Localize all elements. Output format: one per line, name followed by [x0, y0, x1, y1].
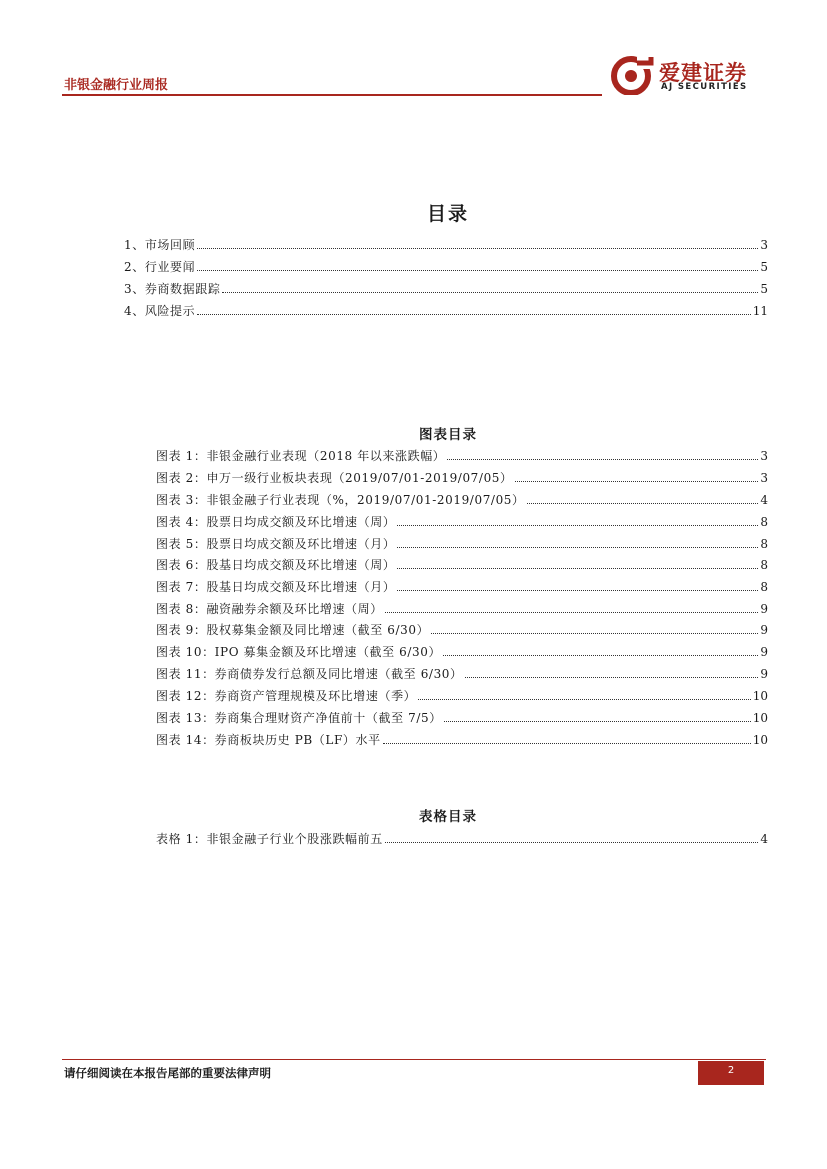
toc-entry-label: 2、行业要闻 — [124, 260, 196, 274]
dot-leader — [443, 655, 758, 656]
figure-entry-page: 8 — [760, 515, 768, 529]
figure-entry-label: 图表 13：券商集合理财资产净值前十（截至 7/5） — [156, 711, 442, 725]
company-logo — [611, 55, 771, 97]
toc-title: 目录 — [426, 203, 469, 225]
figure-entry-label: 图表 7：股基日均成交额及环比增速（月） — [156, 580, 396, 594]
toc-entry-label: 4、风险提示 — [124, 304, 196, 318]
toc-entry-page: 11 — [752, 304, 768, 318]
table-entry-label: 表格 1：非银金融子行业个股涨跌幅前五 — [156, 832, 383, 846]
dot-leader — [385, 612, 759, 613]
figure-entry-page: 9 — [760, 645, 768, 659]
figures-toc-title: 图表目录 — [419, 427, 477, 443]
figure-entry-page: 9 — [760, 602, 768, 616]
toc-entry-label: 3、券商数据跟踪 — [124, 282, 221, 296]
dot-leader — [397, 547, 758, 548]
figure-entry-page: 9 — [760, 623, 768, 637]
figure-entry-label: 图表 1：非银金融行业表现（2018 年以来涨跌幅） — [156, 449, 446, 463]
figure-toc-entry[interactable] — [156, 468, 768, 486]
figure-toc-entry[interactable] — [156, 620, 768, 638]
figure-toc-entry[interactable] — [156, 512, 768, 530]
figure-toc-entry[interactable] — [156, 577, 768, 595]
footer-divider — [62, 1059, 766, 1060]
figure-entry-page: 10 — [752, 689, 768, 703]
aj-securities-logo-icon — [611, 55, 655, 95]
dot-leader — [444, 721, 751, 722]
dot-leader — [197, 270, 758, 271]
figure-entry-page: 8 — [760, 580, 768, 594]
figure-entry-label: 图表 5：股票日均成交额及环比增速（月） — [156, 537, 396, 551]
legal-disclaimer-note: 请仔细阅读在本报告尾部的重要法律声明 — [64, 1066, 271, 1080]
figure-toc-entry[interactable] — [156, 446, 768, 464]
toc-entry[interactable] — [124, 235, 768, 253]
dot-leader — [197, 314, 750, 315]
figure-entry-page: 4 — [760, 493, 768, 507]
dot-leader — [222, 292, 758, 293]
figure-entry-page: 3 — [760, 471, 768, 485]
figure-entry-page: 3 — [760, 449, 768, 463]
figure-entry-page: 9 — [760, 667, 768, 681]
figure-toc-entry[interactable] — [156, 534, 768, 552]
figure-toc-entry[interactable] — [156, 686, 768, 704]
figure-entry-label: 图表 2：申万一级行业板块表现（2019/07/01-2019/07/05） — [156, 471, 513, 485]
figure-toc-entry[interactable] — [156, 490, 768, 508]
figure-toc-entry[interactable] — [156, 599, 768, 617]
figure-toc-entry[interactable] — [156, 642, 768, 660]
figure-toc-entry[interactable] — [156, 664, 768, 682]
dot-leader — [527, 503, 759, 504]
dot-leader — [465, 677, 759, 678]
figure-entry-label: 图表 4：股票日均成交额及环比增速（周） — [156, 515, 396, 529]
report-series-title: 非银金融行业周报 — [64, 78, 169, 93]
toc-entry-page: 5 — [760, 282, 768, 296]
figure-entry-label: 图表 8：融资融券余额及环比增速（周） — [156, 602, 383, 616]
dot-leader — [515, 481, 759, 482]
dot-leader — [418, 699, 750, 700]
dot-leader — [397, 525, 758, 526]
logo-chinese-name: 爱建证券 — [659, 61, 747, 85]
figure-entry-page: 8 — [760, 537, 768, 551]
dot-leader — [397, 568, 758, 569]
dot-leader — [397, 590, 758, 591]
figure-entry-label: 图表 14：券商板块历史 PB（LF）水平 — [156, 733, 381, 747]
figure-entry-label: 图表 3：非银金融子行业表现（%，2019/07/01-2019/07/05） — [156, 493, 525, 507]
header-divider — [62, 94, 602, 96]
figure-entry-page: 8 — [760, 558, 768, 572]
figure-toc-entry[interactable] — [156, 555, 768, 573]
figure-entry-label: 图表 10：IPO 募集金额及环比增速（截至 6/30） — [156, 645, 442, 659]
toc-entry[interactable] — [124, 279, 768, 297]
toc-entry-page: 3 — [760, 238, 768, 252]
figure-entry-label: 图表 6：股基日均成交额及环比增速（周） — [156, 558, 396, 572]
figure-entry-label: 图表 12：券商资产管理规模及环比增速（季） — [156, 689, 417, 703]
toc-entry-label: 1、市场回顾 — [124, 238, 196, 252]
toc-entry[interactable] — [124, 301, 768, 319]
page-number: 2 — [698, 1061, 764, 1085]
figure-entry-label: 图表 9：股权募集金额及同比增速（截至 6/30） — [156, 623, 430, 637]
dot-leader — [447, 459, 758, 460]
toc-entry[interactable] — [124, 257, 768, 275]
figure-entry-page: 10 — [752, 733, 768, 747]
figure-toc-entry[interactable] — [156, 730, 768, 748]
table-toc-entry[interactable] — [156, 829, 768, 847]
figure-entry-label: 图表 11：券商债券发行总额及同比增速（截至 6/30） — [156, 667, 463, 681]
logo-english-name: AJ SECURITIES — [661, 82, 748, 92]
tables-toc-title: 表格目录 — [419, 809, 477, 825]
toc-entry-page: 5 — [760, 260, 768, 274]
dot-leader — [197, 248, 758, 249]
dot-leader — [385, 842, 759, 843]
figure-entry-page: 10 — [752, 711, 768, 725]
table-entry-page: 4 — [760, 832, 768, 846]
figure-toc-entry[interactable] — [156, 708, 768, 726]
dot-leader — [431, 633, 758, 634]
dot-leader — [383, 743, 751, 744]
